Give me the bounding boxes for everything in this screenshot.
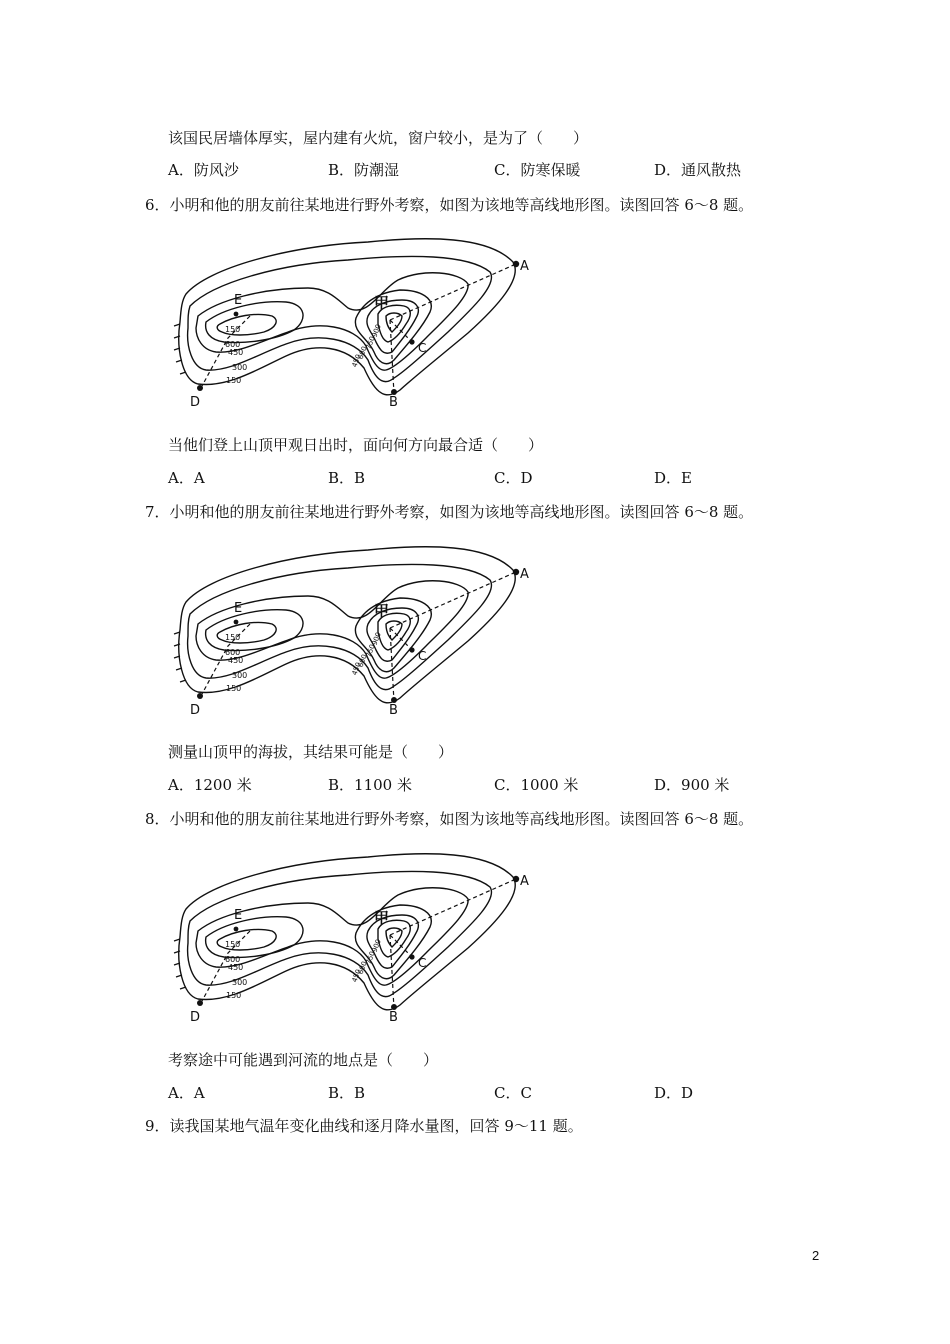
contour-label-150b: 150 [226,991,242,1000]
label-peak: 甲 [374,909,390,927]
label-a: A [520,567,529,582]
q9-intro: 9．读我国某地气温年变化曲线和逐月降水量图，回答 9～11 题。 [145,1117,583,1135]
label-c: C [418,956,427,970]
contour-label-600b: 600 [356,653,369,669]
page-number: 2 [812,1248,820,1263]
contour-map-3 [168,843,532,1021]
contour-label-750: 750 [364,950,377,966]
contour-label-150b: 150 [226,684,242,693]
label-peak: 甲 [374,294,390,312]
contour-map-1 [168,228,532,406]
q8-option-b: B．B [328,1084,366,1102]
q8-option-a: A．A [168,1084,205,1102]
label-e: E [234,601,243,616]
q5-option-d: D．通风散热 [654,161,742,179]
q5-option-c: C．防寒保暖 [494,161,581,179]
contour-label-150b: 150 [226,376,242,385]
q6-intro: 6．小明和他的朋友前往某地进行野外考察，如图为该地等高线地形图。读图回答 6～8 题。 [145,196,754,214]
q5-option-a: A．防风沙 [168,161,239,179]
contour-label-450b: 450 [350,353,363,369]
q6-option-d: D．E [654,469,692,487]
label-d: D [190,1010,201,1021]
q6-question: 当他们登上山顶甲观日出时，面向何方向最合适（ ） [168,436,544,454]
q8-option-c: C．C [494,1084,532,1102]
contour-label-600: 600 [225,340,241,349]
label-peak: 甲 [374,602,390,620]
contour-label-900: 900 [370,323,383,339]
label-b: B [389,395,398,406]
label-d: D [190,703,201,714]
q8-option-d: D．D [654,1084,694,1102]
q6-option-b: B．B [328,469,366,487]
contour-label-300: 300 [232,978,248,987]
contour-label-450: 450 [228,656,244,665]
contour-label-300: 300 [232,671,248,680]
contour-label-450b: 450 [350,968,363,984]
q6-option-c: C．D [494,469,533,487]
label-a: A [520,259,529,274]
contour-label-150: 150 [225,325,241,334]
label-a: A [520,874,529,889]
contour-label-450: 450 [228,963,244,972]
q7-option-a: A．1200 米 [168,776,252,794]
q7-option-b: B．1100 米 [328,776,412,794]
label-c: C [418,649,427,663]
q7-intro: 7．小明和他的朋友前往某地进行野外考察，如图为该地等高线地形图。读图回答 6～8 题。 [145,503,754,521]
label-b: B [389,703,398,714]
label-e: E [234,908,243,923]
q5-option-b: B．防潮湿 [328,161,400,179]
contour-map-2 [168,536,532,714]
label-b: B [389,1010,398,1021]
contour-label-150: 150 [225,633,241,642]
label-d: D [190,395,201,406]
contour-label-600: 600 [225,648,241,657]
contour-label-900: 900 [370,938,383,954]
q8-intro: 8．小明和他的朋友前往某地进行野外考察，如图为该地等高线地形图。读图回答 6～8 题。 [145,810,754,828]
contour-label-450: 450 [228,348,244,357]
contour-label-450b: 450 [350,661,363,677]
q7-option-c: C．1000 米 [494,776,579,794]
label-c: C [418,341,427,355]
contour-label-900: 900 [370,631,383,647]
contour-label-150: 150 [225,940,241,949]
contour-label-300: 300 [232,363,248,372]
q7-option-d: D．900 米 [654,776,730,794]
label-e: E [234,293,243,308]
q6-option-a: A．A [168,469,205,487]
q8-question: 考察途中可能遇到河流的地点是（ ） [168,1051,439,1069]
contour-label-750: 750 [364,643,377,659]
q5-stem: 该国民居墙体厚实，屋内建有火炕，窗户较小，是为了（ ） [168,129,589,147]
q7-question: 测量山顶甲的海拔，其结果可能是（ ） [168,743,454,761]
contour-label-600b: 600 [356,345,369,361]
contour-label-600b: 600 [356,960,369,976]
contour-label-600: 600 [225,955,241,964]
contour-label-750: 750 [364,335,377,351]
